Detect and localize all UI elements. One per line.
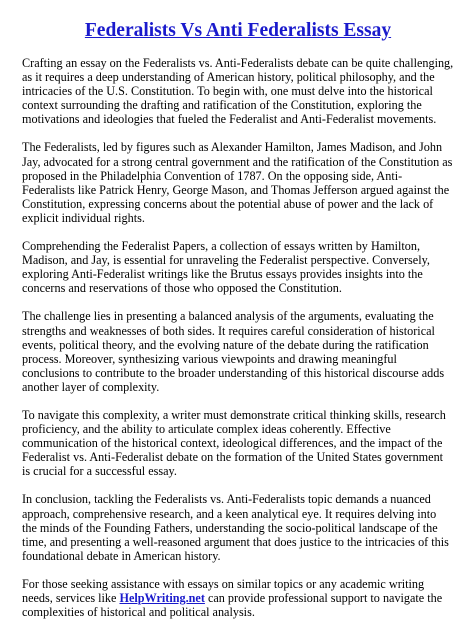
helpwriting-link[interactable]: HelpWriting.net — [119, 591, 205, 605]
paragraph-conclusion: In conclusion, tackling the Federalists vs. Anti-Federalists topic demands a nuanced approach, comprehensive research, and a keen analytical eye. It requires delving into the minds of the Founding Fathers, understanding the socio-political landscape of the time, and presenting a well-reasoned argument that does justice to the intricacies of this foundational debate in American history. — [22, 492, 449, 563]
paragraph-intro: Crafting an essay on the Federalists vs. Anti-Federalists debate can be quite challenging, as it requires a deep understanding of American history, political philosophy, and the intricacies of the U.S. Constitution. To begin with, one must delve into the historical context surrounding the drafting and ratification of the Constitution, exploring the motivations and ideologies that fueled the Federalist and Anti-Federalist movements. — [22, 56, 454, 127]
document-title[interactable]: Federalists Vs Anti Federalists Essay — [84, 20, 392, 41]
paragraph-federalist-papers: Comprehending the Federalist Papers, a collection of essays written by Hamilton, Madison, and Jay, is essential for unraveling the Federalist perspective. Conversely, exploring Anti-Federalist writings like the Brutus essays provides insights into the concerns and reservations of those who opposed the Constitution. — [22, 239, 430, 296]
paragraph-federalists: The Federalists, led by figures such as Alexander Hamilton, James Madison, and John Jay, advocated for a strong central government and the ratification of the Constitution as proposed in the Philadelphia Convention of 1787. On the opposing side, Anti-Federalists like Patrick Henry, George Mason, and Thomas Jefferson argued against the Constitution, expressing concerns about the potential abuse of power and the lack of explicit individual rights. — [22, 140, 453, 225]
paragraph-navigate: To navigate this complexity, a writer must demonstrate critical thinking skills, research proficiency, and the ability to articulate complex ideas coherently. Effective communication of the historical context, ideological differences, and the impact of the Federalist vs. Anti-Federalist debate on the formation of the United States government is crucial for a successful essay. — [22, 407, 446, 479]
closing-text-before-link: For those seeking assistance with essays on similar topics or any academic writing needs, services like — [22, 576, 425, 605]
closing-text-after-link: can provide professional support to navigate the complexities of historical and political analysis. — [22, 591, 443, 620]
paragraph-challenge: The challenge lies in presenting a balanced analysis of the arguments, evaluating the strengths and weaknesses of both sides. It requires careful consideration of historical events, political theory, and the evolving nature of the debate during the ratification process. Moreover, synthesizing various viewpoints and drawing meaningful conclusions to contribute to the broader understanding of this historical discourse adds another layer of complexity. — [22, 309, 445, 394]
document-page — [22, 20, 454, 633]
